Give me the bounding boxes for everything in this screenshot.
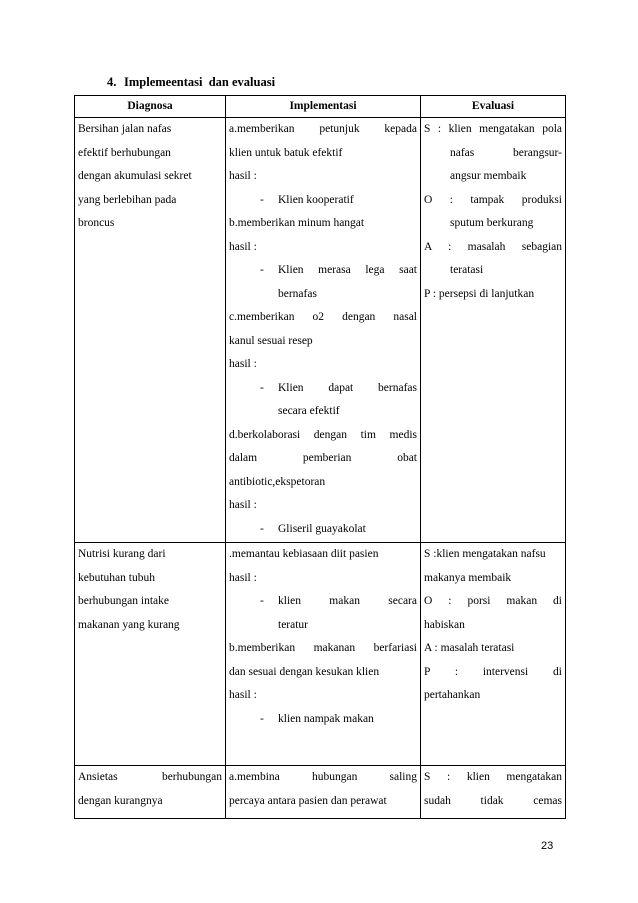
text-line: Klien dapat bernafas <box>278 381 417 394</box>
text-line: hasil : <box>229 240 257 253</box>
cell-diagnosa <box>75 543 226 766</box>
text-line: A : masalah teratasi <box>424 642 515 654</box>
bullet-line <box>229 189 417 213</box>
cell-evaluasi <box>421 543 566 766</box>
text-line: dalam pemberian obat <box>229 452 417 464</box>
text-line: S :klien mengatakan nafsu <box>424 548 546 560</box>
text-line: hasil : <box>229 689 257 701</box>
text-line: habiskan <box>424 618 465 631</box>
text-line: a.membina hubungan saling <box>229 771 417 783</box>
text-line: d.berkolaborasi dengan tim medis <box>229 428 417 441</box>
text-line: O : porsi makan di <box>424 595 562 607</box>
text-line: sudah tidak cemas <box>424 794 562 807</box>
text-line: klien makan secara <box>278 595 417 607</box>
section-title: Implemeentasi dan evaluasi <box>124 75 276 89</box>
bullet-line <box>229 518 417 542</box>
text-line: Bersihan jalan nafas <box>78 123 172 135</box>
dash-marker: - <box>260 712 264 725</box>
text-line: hasil : <box>229 358 257 370</box>
text-line: A : masalah sebagian <box>424 240 562 253</box>
text-line: sputum berkurang <box>450 217 534 229</box>
table-header-row <box>75 96 566 118</box>
text-line: hasil : <box>229 571 257 584</box>
table-row <box>75 118 566 543</box>
cell-implementasi <box>226 543 421 766</box>
text-line: teratasi <box>450 264 484 276</box>
dash-marker: - <box>260 381 264 394</box>
implementation-table <box>74 95 566 819</box>
text-line: b.memberikan minum hangat <box>229 217 365 229</box>
text-line: yang berlebihan pada <box>78 193 177 206</box>
text-line: broncus <box>78 217 115 229</box>
text-line: O : tampak produksi <box>424 193 562 206</box>
text-line: kanul sesuai resep <box>229 334 313 347</box>
text-line: angsur membaik <box>450 170 527 182</box>
text-line: dan sesuai dengan kesukan klien <box>229 665 380 678</box>
text-line: Gliseril guayakolat <box>278 522 366 535</box>
text-line: percaya antara pasien dan perawat <box>229 794 387 807</box>
dash-marker: - <box>260 264 264 276</box>
text-line: P : intervensi di <box>424 665 562 678</box>
text-line: kebutuhan tubuh <box>78 571 155 584</box>
text-line: nafas berangsur- <box>450 146 562 159</box>
text-line: P : persepsi di lanjutkan <box>424 287 535 300</box>
text-line: makanya membaik <box>424 571 512 584</box>
header-evaluasi: Evaluasi <box>421 96 566 118</box>
cell-evaluasi <box>421 766 566 819</box>
dash-marker: - <box>260 522 264 535</box>
text-line: hasil : <box>229 499 257 511</box>
dash-marker: - <box>260 595 264 607</box>
dash-marker: - <box>260 193 264 206</box>
cell-diagnosa <box>75 118 226 543</box>
text-line: Klien kooperatif <box>278 193 354 206</box>
bullet-line <box>229 259 417 283</box>
text-line: secara efektif <box>278 405 340 417</box>
table-row <box>75 543 566 766</box>
text-line: Ansietas berhubungan <box>78 771 222 783</box>
text-line: efektif berhubungan <box>78 146 171 159</box>
text-line: c.memberikan o2 dengan nasal <box>229 311 417 323</box>
text-line: bernafas <box>278 287 317 300</box>
text-line: Klien merasa lega saat <box>278 264 417 276</box>
cell-evaluasi <box>421 118 566 543</box>
text-line: b.memberikan makanan berfariasi <box>229 642 417 654</box>
text-line: teratur <box>278 618 309 631</box>
text-line: .memantau kebiasaan diit pasien <box>229 548 379 560</box>
text-line: S : klien mengatakan <box>424 771 562 783</box>
text-line: dengan kurangnya <box>78 794 163 807</box>
text-line: berhubungan intake <box>78 595 170 607</box>
bullet-line <box>229 377 417 401</box>
table-row <box>75 766 566 819</box>
text-line: a.memberikan petunjuk kepada <box>229 123 417 135</box>
text-line: klien nampak makan <box>278 712 374 725</box>
cell-diagnosa <box>75 766 226 819</box>
page-number: 23 <box>541 840 554 852</box>
text-line: klien untuk batuk efektif <box>229 146 343 159</box>
text-line: Nutrisi kurang dari <box>78 548 166 560</box>
cell-implementasi <box>226 766 421 819</box>
text-line: dengan akumulasi sekret <box>78 170 192 182</box>
cell-implementasi <box>226 118 421 543</box>
header-implementasi: Implementasi <box>226 96 421 118</box>
text-line: S : klien mengatakan pola <box>424 123 562 135</box>
text-line: antibiotic,ekspetoran <box>229 475 326 488</box>
text-line: makanan yang kurang <box>78 618 180 631</box>
text-line: hasil : <box>229 170 257 182</box>
header-diagnosa: Diagnosa <box>75 96 226 118</box>
section-number: 4. <box>107 75 117 89</box>
bullet-line <box>229 708 417 732</box>
text-line: pertahankan <box>424 689 481 701</box>
section-heading <box>107 75 275 90</box>
bullet-line <box>229 590 417 614</box>
